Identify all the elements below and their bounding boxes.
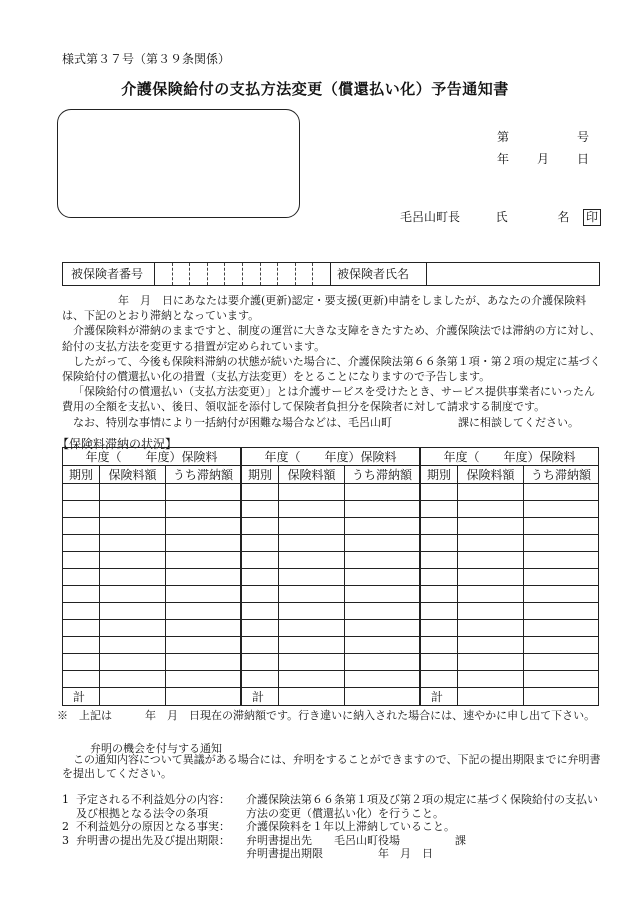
col-arrears: うち滞納額	[345, 466, 420, 484]
table-cell[interactable]	[458, 484, 524, 501]
table-cell[interactable]	[63, 518, 100, 535]
list-item	[62, 847, 607, 861]
table-cell[interactable]	[242, 484, 279, 501]
table-cell[interactable]	[166, 637, 241, 654]
table-cell[interactable]	[279, 620, 345, 637]
table-cell[interactable]	[242, 569, 279, 586]
table-cell[interactable]	[100, 552, 166, 569]
mayor-title: 毛呂山町長	[400, 210, 461, 224]
table-cell[interactable]	[63, 620, 100, 637]
table-cell[interactable]	[345, 603, 420, 620]
table-cell[interactable]	[166, 671, 241, 688]
table-cell[interactable]	[458, 518, 524, 535]
table-cell[interactable]	[63, 671, 100, 688]
table-row	[242, 620, 420, 637]
table-row	[63, 603, 241, 620]
list-item	[62, 834, 607, 848]
mayor-signature	[400, 208, 601, 226]
table-cell[interactable]	[63, 637, 100, 654]
item-number: 2	[62, 820, 69, 833]
item-content: 介護保険料を１年以上滞納していること。	[246, 820, 455, 833]
body-paragraph-4: 「保険給付の償還払い（支払方法変更）」とは介護サービスを受けたとき、サービス提供事業者にいったん費用の全額を支払い、後日、領収証を添付して保険者負担分を保険者に対して請求する制度です。	[62, 385, 596, 414]
table-cell[interactable]	[166, 620, 241, 637]
total-premium-cell[interactable]	[458, 688, 524, 706]
table-cell[interactable]	[100, 586, 166, 603]
insured-number-boxes[interactable]	[155, 263, 331, 285]
mayor-mei: 名	[557, 210, 570, 224]
table-cell[interactable]	[524, 552, 599, 569]
table-row	[63, 671, 241, 688]
table-row	[63, 484, 241, 501]
item-label: 弁明書の提出先及び提出期限：	[76, 833, 230, 847]
table-cell[interactable]	[345, 501, 420, 518]
table-cell[interactable]	[345, 586, 420, 603]
arrears-tables	[62, 447, 599, 703]
table-row	[63, 586, 241, 603]
table-cell[interactable]	[421, 552, 458, 569]
table-cell[interactable]	[279, 518, 345, 535]
table-row	[242, 569, 420, 586]
table-cell[interactable]	[100, 535, 166, 552]
arrears-table-2	[241, 447, 420, 706]
arrears-table-1	[62, 447, 241, 706]
col-arrears: うち滞納額	[166, 466, 241, 484]
col-period: 期別	[63, 466, 100, 484]
table-cell[interactable]	[458, 637, 524, 654]
table-cell[interactable]	[242, 671, 279, 688]
table-row	[242, 603, 420, 620]
table-cell[interactable]	[458, 552, 524, 569]
table-cell[interactable]	[458, 620, 524, 637]
table-cell[interactable]	[100, 620, 166, 637]
table-cell[interactable]	[100, 501, 166, 518]
table-cell[interactable]	[242, 518, 279, 535]
col-premium: 保険料額	[100, 466, 166, 484]
total-label: 計	[421, 688, 458, 706]
table-cell[interactable]	[166, 518, 241, 535]
date-year: 年	[497, 152, 510, 166]
table-cell[interactable]	[63, 484, 100, 501]
table-cell[interactable]	[63, 603, 100, 620]
insured-number-label: 被保険者番号	[63, 263, 155, 285]
table-cell[interactable]	[524, 637, 599, 654]
doc-number-prefix: 第	[497, 130, 510, 144]
table-cell[interactable]	[242, 654, 279, 671]
table-cell[interactable]	[458, 586, 524, 603]
table-cell[interactable]	[345, 484, 420, 501]
body-paragraph-1: 年 月 日にあなたは要介護(更新)認定・要支援(更新)申請をしましたが、あなたの介護保険料は、下記のとおり滞納となっています。	[62, 294, 587, 323]
table-row	[63, 620, 241, 637]
total-premium-cell[interactable]	[279, 688, 345, 706]
total-label: 計	[242, 688, 279, 706]
page-title: 介護保険給付の支払方法変更（償還払い化）予告通知書	[121, 80, 509, 98]
table-cell[interactable]	[345, 535, 420, 552]
table-cell[interactable]	[166, 569, 241, 586]
col-period: 期別	[242, 466, 279, 484]
table-cell[interactable]	[279, 603, 345, 620]
form-number: 様式第３７号（第３９条関係）	[62, 52, 231, 66]
table-cell[interactable]	[279, 671, 345, 688]
address-window	[57, 109, 300, 218]
table-cell[interactable]	[279, 535, 345, 552]
table-cell[interactable]	[345, 654, 420, 671]
table-row	[63, 518, 241, 535]
table-row	[421, 603, 599, 620]
item-content: 弁明書提出先 毛呂山町役場 課	[246, 833, 466, 847]
table-row	[421, 671, 599, 688]
table-cell[interactable]	[242, 552, 279, 569]
table-cell[interactable]	[421, 518, 458, 535]
col-arrears: うち滞納額	[524, 466, 599, 484]
table-cell[interactable]	[345, 637, 420, 654]
table-cell[interactable]	[279, 484, 345, 501]
table-row	[421, 654, 599, 671]
table-cell[interactable]	[458, 603, 524, 620]
year-header: 年度（ 年度）保険料	[242, 448, 420, 466]
table-cell[interactable]	[458, 671, 524, 688]
insured-info-row	[62, 262, 600, 286]
date-month: 月	[536, 152, 549, 166]
table-cell[interactable]	[458, 535, 524, 552]
table-cell[interactable]	[100, 654, 166, 671]
table-row	[421, 518, 599, 535]
table-row	[242, 552, 420, 569]
table-row	[63, 654, 241, 671]
table-row	[63, 535, 241, 552]
table-cell[interactable]	[100, 518, 166, 535]
body-paragraph-3: したがって、今後も保険料滞納の状態が続いた場合に、介護保険法第６６条第１項・第２項の規定に基づく保険給付の償還払い化の措置（支払方法変更）をとることになりますので予告します。	[62, 354, 601, 384]
table-cell[interactable]	[166, 552, 241, 569]
table-cell[interactable]	[421, 535, 458, 552]
table-cell[interactable]	[63, 552, 100, 569]
list-item	[62, 820, 607, 834]
table-cell[interactable]	[524, 586, 599, 603]
table-cell[interactable]	[421, 586, 458, 603]
table-cell[interactable]	[421, 501, 458, 518]
total-arrears-cell[interactable]	[345, 688, 420, 706]
table-cell[interactable]	[524, 501, 599, 518]
year-header: 年度（ 年度）保険料	[421, 448, 599, 466]
table-cell[interactable]	[421, 637, 458, 654]
table-row	[63, 569, 241, 586]
table-cell[interactable]	[279, 654, 345, 671]
total-label: 計	[63, 688, 100, 706]
table-cell[interactable]	[166, 654, 241, 671]
table-cell[interactable]	[63, 586, 100, 603]
table-cell[interactable]	[63, 501, 100, 518]
insured-name-field[interactable]	[427, 263, 599, 285]
table-row	[242, 484, 420, 501]
items-list	[62, 793, 607, 861]
col-premium: 保険料額	[458, 466, 524, 484]
section-title: 【保険料滞納の状況】	[57, 437, 178, 451]
table-cell[interactable]	[242, 637, 279, 654]
table-cell[interactable]	[279, 501, 345, 518]
table-cell[interactable]	[100, 603, 166, 620]
table-row	[242, 501, 420, 518]
list-item	[62, 807, 607, 821]
table-cell[interactable]	[524, 603, 599, 620]
table-row	[63, 637, 241, 654]
table-cell[interactable]	[421, 603, 458, 620]
table-cell[interactable]	[345, 569, 420, 586]
table-row	[242, 518, 420, 535]
table-cell[interactable]	[345, 552, 420, 569]
table-cell[interactable]	[524, 518, 599, 535]
table-cell[interactable]	[345, 671, 420, 688]
table-cell[interactable]	[458, 654, 524, 671]
table-cell[interactable]	[63, 654, 100, 671]
item-number: 1	[62, 793, 69, 806]
table-cell[interactable]	[166, 484, 241, 501]
table-cell[interactable]	[63, 535, 100, 552]
table-row	[242, 671, 420, 688]
table-cell[interactable]	[242, 535, 279, 552]
table-row	[421, 637, 599, 654]
mayor-shi: 氏	[495, 210, 508, 224]
table-row	[421, 586, 599, 603]
total-premium-cell[interactable]	[100, 688, 166, 706]
body-paragraph-5: なお、特別な事情により一括納付が困難な場合などは、毛呂山町 課に相談してください。	[73, 415, 579, 429]
seal-mark: 印	[583, 209, 601, 226]
table-cell[interactable]	[458, 501, 524, 518]
table-cell[interactable]	[421, 484, 458, 501]
table-cell[interactable]	[242, 501, 279, 518]
col-premium: 保険料額	[279, 466, 345, 484]
benmei-text: この通知内容について異議がある場合には、弁明をすることができますので、下記の提出期限までに弁明書を提出してください。	[62, 753, 601, 780]
table-cell[interactable]	[100, 637, 166, 654]
table-cell[interactable]	[345, 518, 420, 535]
table-cell[interactable]	[524, 671, 599, 688]
table-cell[interactable]	[100, 569, 166, 586]
table-cell[interactable]	[166, 603, 241, 620]
table-cell[interactable]	[279, 552, 345, 569]
table-row	[421, 569, 599, 586]
table-cell[interactable]	[421, 620, 458, 637]
table-cell[interactable]	[524, 484, 599, 501]
date-day: 日	[576, 152, 589, 166]
item-content-2: 弁明書提出期限 年 月 日	[246, 847, 433, 860]
item-content-2: 方法の変更（償還払い化）を行うこと。	[246, 806, 444, 820]
col-period: 期別	[421, 466, 458, 484]
table-cell[interactable]	[421, 671, 458, 688]
table-cell[interactable]	[166, 586, 241, 603]
document-number	[497, 128, 589, 167]
table-cell[interactable]	[63, 569, 100, 586]
table-cell[interactable]	[166, 535, 241, 552]
table-row	[421, 501, 599, 518]
table-cell[interactable]	[524, 535, 599, 552]
table-cell[interactable]	[242, 603, 279, 620]
table-row	[242, 654, 420, 671]
item-label: 不利益処分の原因となる事実：	[76, 820, 230, 833]
table-cell[interactable]	[242, 620, 279, 637]
table-cell[interactable]	[100, 484, 166, 501]
table-row	[242, 637, 420, 654]
arrears-table-3	[420, 447, 599, 706]
table-row	[421, 552, 599, 569]
table-cell[interactable]	[524, 654, 599, 671]
table-cell[interactable]	[279, 586, 345, 603]
benmei-title: 弁明の機会を付与する通知	[90, 742, 222, 755]
table-row	[242, 586, 420, 603]
list-item	[62, 793, 607, 807]
total-arrears-cell[interactable]	[166, 688, 241, 706]
table-cell[interactable]	[166, 501, 241, 518]
table-cell[interactable]	[458, 569, 524, 586]
insured-name-label: 被保険者氏名	[331, 263, 427, 285]
table-cell[interactable]	[524, 569, 599, 586]
table-row	[242, 535, 420, 552]
table-cell[interactable]	[242, 586, 279, 603]
arrears-note: ※ 上記は 年 月 日現在の滞納額です。行き違いに納入された場合には、速やかに申し出て下さい。	[57, 709, 596, 722]
notice-body	[62, 293, 602, 430]
table-row	[63, 501, 241, 518]
table-row	[421, 484, 599, 501]
table-cell[interactable]	[279, 569, 345, 586]
table-cell[interactable]	[421, 569, 458, 586]
item-label: 予定される不利益処分の内容：	[76, 793, 230, 806]
table-row	[63, 552, 241, 569]
doc-number-suffix: 号	[576, 130, 589, 144]
table-cell[interactable]	[421, 654, 458, 671]
item-content: 介護保険法第６６条第１項及び第２項の規定に基づく保険給付の支払い	[246, 793, 598, 806]
table-cell[interactable]	[345, 620, 420, 637]
item-label-2: 及び根拠となる法令の条項	[76, 806, 208, 820]
table-cell[interactable]	[100, 671, 166, 688]
body-paragraph-2: 介護保険料が滞納のままですと、制度の運営に大きな支障をきたすため、介護保険法では滞納の方に対し、給付の支払方法を変更する措置が定められています。	[62, 324, 601, 353]
item-number: 3	[62, 833, 69, 847]
table-row	[421, 620, 599, 637]
year-header: 年度（ 年度）保険料	[63, 448, 241, 466]
table-cell[interactable]	[524, 620, 599, 637]
table-cell[interactable]	[279, 637, 345, 654]
table-row	[421, 535, 599, 552]
total-arrears-cell[interactable]	[524, 688, 599, 706]
